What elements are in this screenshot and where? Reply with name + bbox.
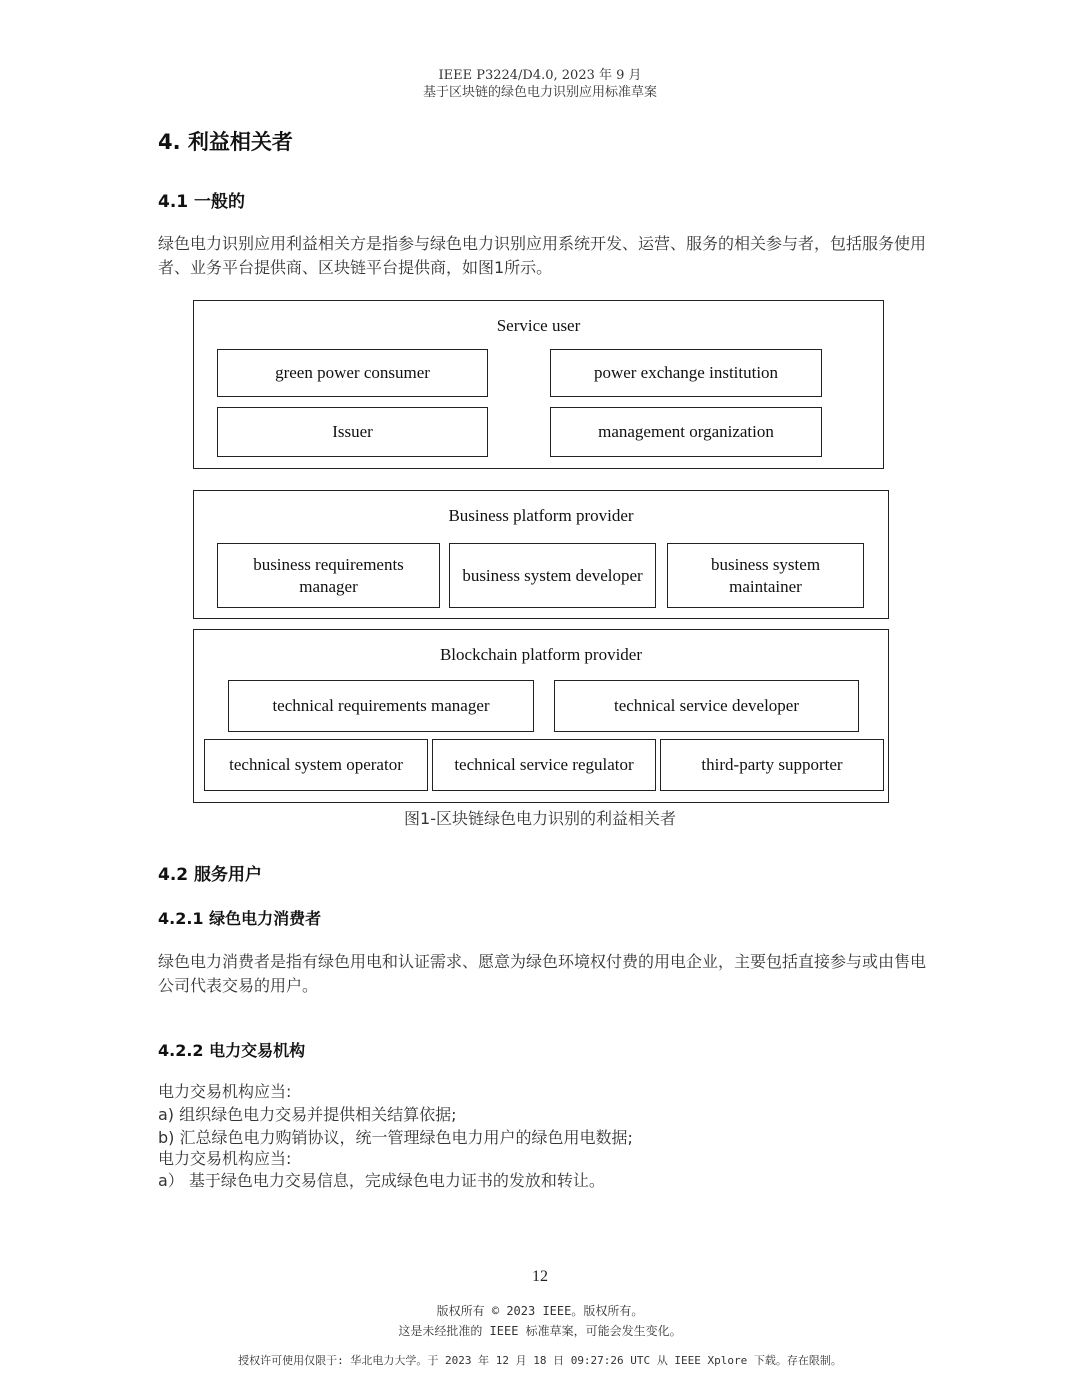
- role-power-exchange-institution: power exchange institution: [550, 349, 822, 397]
- subsection-4-2-heading: 4.2 服务用户: [158, 865, 263, 885]
- running-header-line2: 基于区块链的绿色电力识别应用标准草案: [422, 85, 657, 100]
- draft-notice: 这是未经批准的 IEEE 标准草案，可能会发生变化。: [398, 1324, 682, 1338]
- section-heading: 4. 利益相关者: [158, 130, 293, 154]
- role-technical-requirements-manager: technical requirements manager: [228, 680, 534, 732]
- list-line: a） 基于绿色电力交易信息，完成绿色电力证书的发放和转让。: [158, 1171, 605, 1190]
- subsection-4-1-paragraph: 绿色电力识别应用利益相关方是指参与绿色电力识别应用系统开发、运营、服务的相关参与者，包括服务使用者、业务平台提供商、区块链平台提供商，如图1所示。: [158, 234, 927, 277]
- copyright-notice: 版权所有 © 2023 IEEE。版权所有。: [436, 1304, 644, 1318]
- list-line: 电力交易机构应当:: [158, 1082, 292, 1101]
- list-line: 电力交易机构应当:: [158, 1149, 292, 1168]
- subsection-4-2-1-paragraph: 绿色电力消费者是指有绿色用电和认证需求、愿意为绿色环境权付费的用电企业，主要包括直接参与或由售电公司代表交易的用户。: [158, 952, 927, 995]
- list-line: a) 组织绿色电力交易并提供相关结算依据;: [158, 1105, 457, 1124]
- role-business-requirements-manager: business requirements manager: [217, 543, 440, 608]
- role-technical-service-regulator: technical service regulator: [432, 739, 656, 791]
- role-green-power-consumer: green power consumer: [217, 349, 488, 397]
- role-third-party-supporter: third-party supporter: [660, 739, 884, 791]
- role-business-system-maintainer: business system maintainer: [667, 543, 864, 608]
- subsection-4-2-1-heading: 4.2.1 绿色电力消费者: [158, 909, 322, 928]
- role-business-system-developer: business system developer: [449, 543, 656, 608]
- role-technical-service-developer: technical service developer: [554, 680, 859, 732]
- subsection-4-2-2-heading: 4.2.2 电力交易机构: [158, 1041, 306, 1060]
- role-management-organization: management organization: [550, 407, 822, 457]
- page-number: 12: [532, 1268, 548, 1285]
- blockchain-platform-title: Blockchain platform provider: [439, 645, 643, 664]
- business-platform-title: Business platform provider: [448, 506, 634, 525]
- service-user-title: Service user: [496, 316, 581, 335]
- figure-caption: 图1-区块链绿色电力识别的利益相关者: [404, 809, 676, 828]
- subsection-4-1-heading: 4.1 一般的: [158, 192, 246, 212]
- running-header-line1: IEEE P3224/D4.0, 2023 年 9 月: [438, 68, 642, 83]
- list-line: b) 汇总绿色电力购销协议，统一管理绿色电力用户的绿色用电数据;: [158, 1128, 633, 1147]
- role-technical-system-operator: technical system operator: [204, 739, 428, 791]
- role-issuer: Issuer: [217, 407, 488, 457]
- license-notice: 授权许可使用仅限于: 华北电力大学。于 2023 年 12 月 18 日 09:27:26 UTC 从 IEEE Xplore 下载。存在限制。: [238, 1354, 842, 1367]
